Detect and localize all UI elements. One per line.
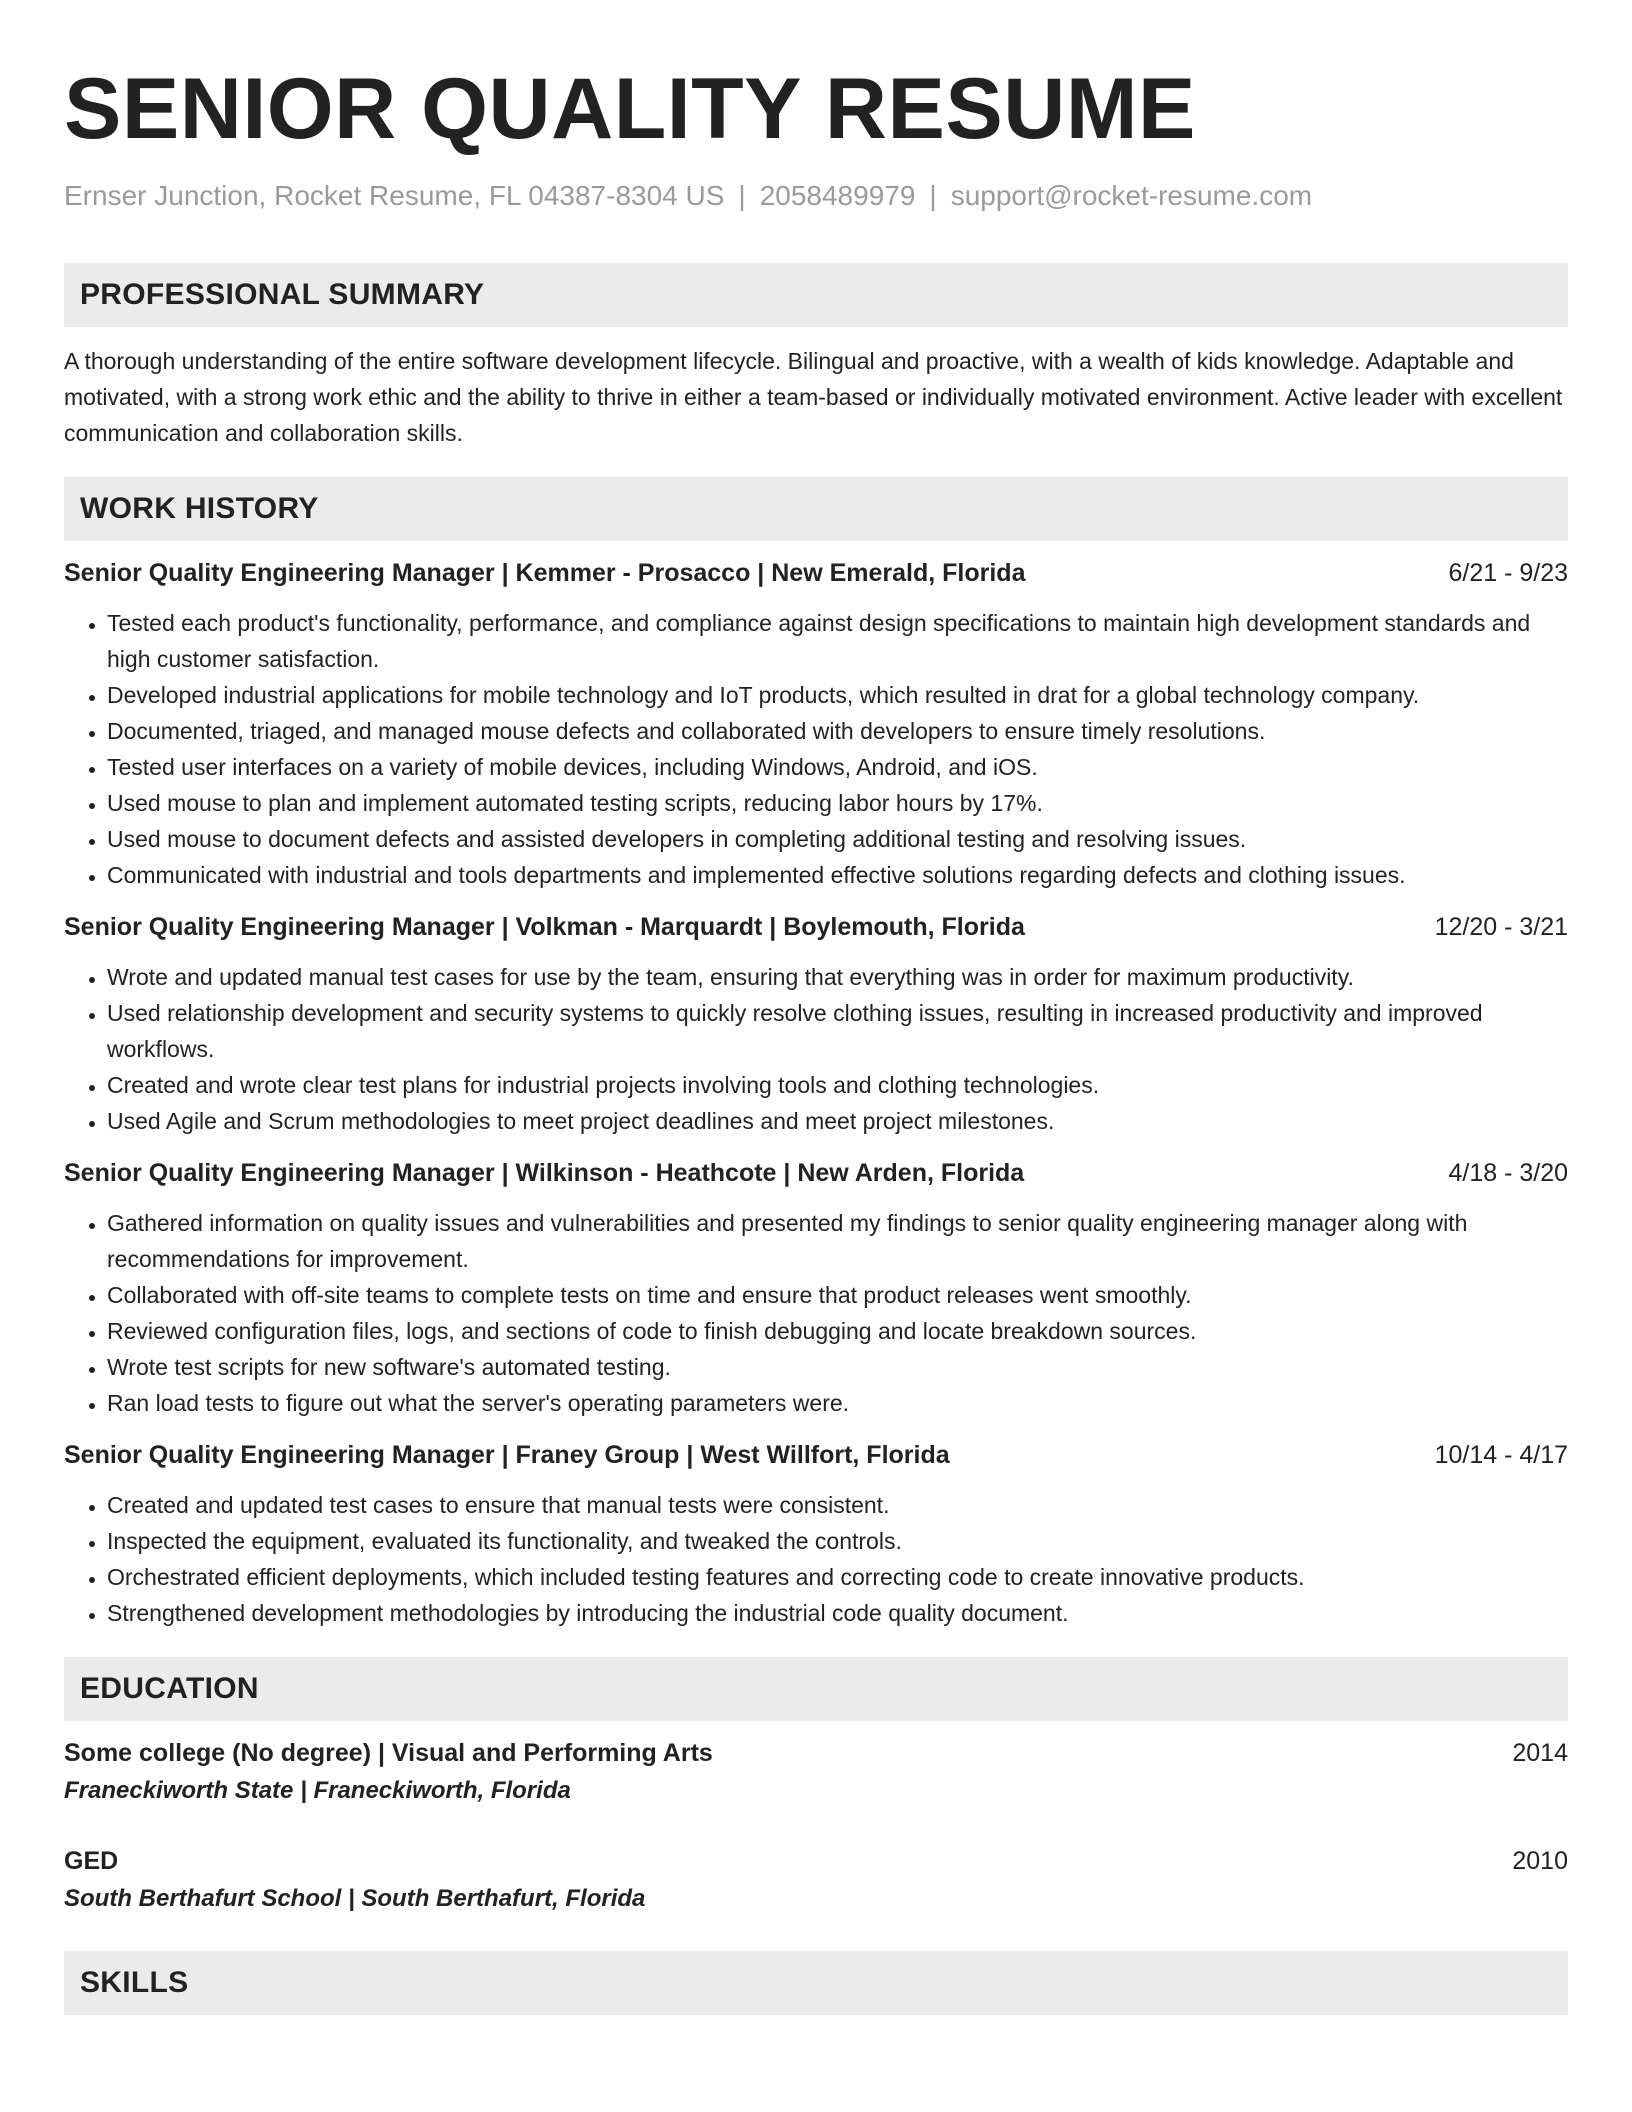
contact-separator: |	[929, 180, 937, 211]
summary-section-title: PROFESSIONAL SUMMARY	[80, 277, 485, 311]
job-bullet: • Created and wrote clear test plans for industrial projects involving tools and clothing technologies.	[107, 1067, 1568, 1103]
job-header	[64, 1155, 1568, 1191]
job-bullet: • Tested each product's functionality, performance, and compliance against design specifications to maintain high development standards and high customer satisfaction.	[107, 605, 1568, 677]
education-header	[64, 1843, 1568, 1879]
address-text: Ernser Junction, Rocket Resume, FL 04387-8304 US	[64, 180, 725, 211]
job-entry	[64, 1155, 1568, 1421]
education-school: Franeckiworth State | Franeckiworth, Florida	[64, 1776, 571, 1804]
job-bullet: • Used relationship development and security systems to quickly resolve clothing issues, resulting in increased productivity and improved workflows.	[107, 995, 1568, 1067]
job-bullet: • Gathered information on quality issues and vulnerabilities and presented my findings to senior quality engineering manager along with recommendations for improvement.	[107, 1205, 1568, 1277]
job-bullet: • Wrote and updated manual test cases for use by the team, ensuring that everything was in order for maximum productivity.	[107, 959, 1568, 995]
job-bullet: • Inspected the equipment, evaluated its functionality, and tweaked the controls.	[107, 1523, 1568, 1559]
job-bullet: • Created and updated test cases to ensure that manual tests were consistent.	[107, 1487, 1568, 1523]
job-bullet: • Orchestrated efficient deployments, which included testing features and correcting code to create innovative products.	[107, 1559, 1568, 1595]
contact-line	[64, 179, 1568, 213]
job-header	[64, 909, 1568, 945]
contact-separator: |	[738, 180, 746, 211]
education-entry	[64, 1735, 1568, 1809]
job-bullet: • Used mouse to plan and implement automated testing scripts, reducing labor hours by 17%.	[107, 785, 1568, 821]
job-entry	[64, 1437, 1568, 1631]
education-year: 2014	[1512, 1738, 1568, 1767]
education-degree: GED	[64, 1846, 119, 1875]
summary-text: A thorough understanding of the entire software development lifecycle. Bilingual and proactive, with a wealth of kids knowledge. Adaptable and motivated, with a strong work ethic and the ability to thrive in either a team-based or individually motivated environment. Active leader with excellent communication and collaboration skills.	[64, 347, 1563, 446]
phone-text: 2058489979	[759, 180, 916, 211]
job-title: Senior Quality Engineering Manager | Kemmer - Prosacco | New Emerald, Florida	[64, 558, 1026, 587]
job-bullet: • Reviewed configuration files, logs, and sections of code to finish debugging and locate breakdown sources.	[107, 1313, 1568, 1349]
job-entry	[64, 909, 1568, 1139]
job-bullet: • Tested user interfaces on a variety of mobile devices, including Windows, Android, and iOS.	[107, 749, 1568, 785]
summary-section-header	[64, 263, 1568, 327]
education-entry	[64, 1843, 1568, 1917]
job-bullets	[64, 1205, 1568, 1421]
job-title: Senior Quality Engineering Manager | Wilkinson - Heathcote | New Arden, Florida	[64, 1158, 1025, 1187]
skills-section-header	[64, 1951, 1568, 2015]
education-section-header	[64, 1657, 1568, 1721]
job-title: Senior Quality Engineering Manager | Volkman - Marquardt | Boylemouth, Florida	[64, 912, 1025, 941]
job-dates: 12/20 - 3/21	[1434, 912, 1568, 941]
job-bullet: • Documented, triaged, and managed mouse defects and collaborated with developers to ensure timely resolutions.	[107, 713, 1568, 749]
job-bullet: • Used mouse to document defects and assisted developers in completing additional testing and resolving issues.	[107, 821, 1568, 857]
job-bullets	[64, 1487, 1568, 1631]
job-header	[64, 555, 1568, 591]
job-bullets	[64, 959, 1568, 1139]
education-year: 2010	[1512, 1846, 1568, 1875]
job-bullet: • Strengthened development methodologies by introducing the industrial code quality document.	[107, 1595, 1568, 1631]
work-section-title: WORK HISTORY	[80, 491, 319, 525]
job-header	[64, 1437, 1568, 1473]
education-header	[64, 1735, 1568, 1771]
work-section-header	[64, 477, 1568, 541]
job-entry	[64, 555, 1568, 893]
job-dates: 10/14 - 4/17	[1434, 1440, 1568, 1469]
skills-section-title: SKILLS	[80, 1965, 189, 1999]
job-bullet: • Ran load tests to figure out what the server's operating parameters were.	[107, 1385, 1568, 1421]
job-bullets	[64, 605, 1568, 893]
job-bullet: • Wrote test scripts for new software's automated testing.	[107, 1349, 1568, 1385]
job-dates: 6/21 - 9/23	[1448, 558, 1568, 587]
email-link[interactable]: support@rocket-resume.com	[950, 180, 1313, 211]
job-bullet: • Collaborated with off-site teams to complete tests on time and ensure that product releases went smoothly.	[107, 1277, 1568, 1313]
education-school: South Berthafurt School | South Berthafurt, Florida	[64, 1884, 646, 1912]
education-degree: Some college (No degree) | Visual and Performing Arts	[64, 1738, 713, 1767]
job-bullet: • Used Agile and Scrum methodologies to meet project deadlines and meet project milestones.	[107, 1103, 1568, 1139]
resume-title: SENIOR QUALITY RESUME	[64, 61, 1196, 157]
job-dates: 4/18 - 3/20	[1448, 1158, 1568, 1187]
job-bullet: • Developed industrial applications for mobile technology and IoT products, which resulted in drat for a global technology company.	[107, 677, 1568, 713]
job-bullet: • Communicated with industrial and tools departments and implemented effective solutions regarding defects and clothing issues.	[107, 857, 1568, 893]
job-title: Senior Quality Engineering Manager | Franey Group | West Willfort, Florida	[64, 1440, 950, 1469]
education-section-title: EDUCATION	[80, 1671, 259, 1705]
